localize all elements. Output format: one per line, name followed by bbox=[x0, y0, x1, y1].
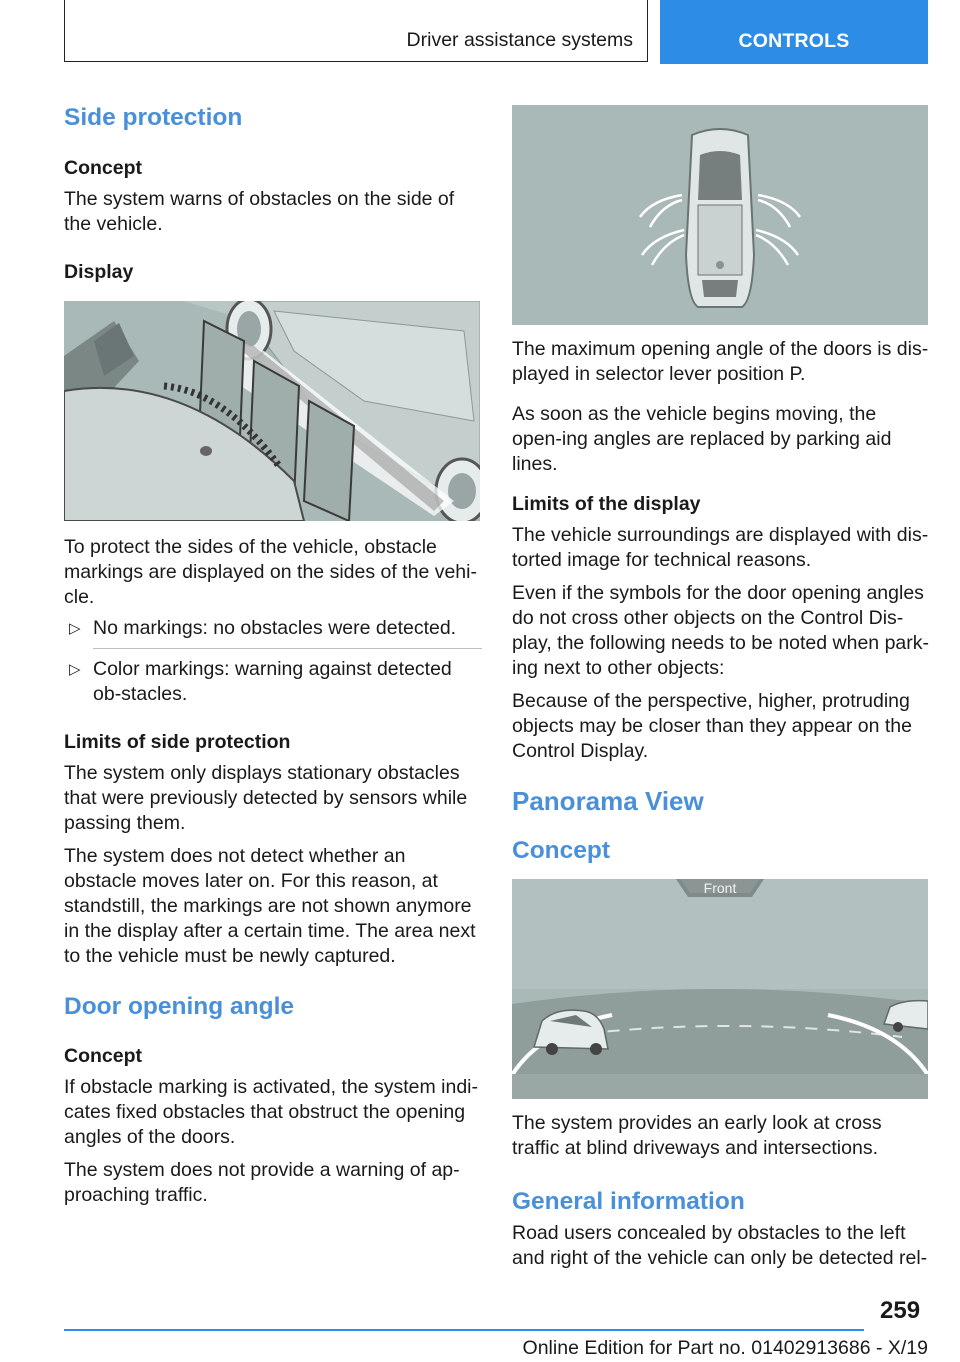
panorama-view-title: Panorama View bbox=[512, 786, 704, 816]
limits-display-text-3: Because of the perspective, higher, protruding objects may be closer than they appear on the Control Display. bbox=[512, 690, 912, 762]
concept-heading: Concept bbox=[64, 157, 142, 179]
edition-note: Online Edition for Part no. 01402913686 - X/19 bbox=[522, 1337, 928, 1359]
page-header bbox=[64, 0, 928, 64]
panorama-view-image bbox=[512, 879, 928, 1099]
triangle-bullet-icon: ▷ bbox=[69, 661, 81, 678]
general-information-heading: General information bbox=[512, 1188, 745, 1215]
right-column bbox=[512, 105, 930, 1271]
limits-text-1: The system only displays stationary obstacles that were previously detected by sensors while passing them. bbox=[64, 762, 468, 834]
limits-text-2: The system does not detect whether an obstacle moves later on. For this reason, at standstill, the markings are not shown anymore in the display after a certain time. The area next to the vehicle must be newly captured. bbox=[64, 845, 476, 967]
marking-list bbox=[64, 616, 482, 707]
page-number: 259 bbox=[880, 1297, 921, 1324]
header-chapter-tab: CONTROLS bbox=[660, 0, 928, 64]
door-angle-illustration bbox=[512, 105, 928, 325]
list-item bbox=[64, 616, 482, 649]
general-information-text: Road users concealed by obstacles to the left and right of the vehicle can only be detected rel- bbox=[512, 1222, 928, 1269]
door-opening-title: Door opening angle bbox=[64, 993, 295, 1020]
side-protection-image bbox=[64, 301, 480, 521]
display-heading: Display bbox=[64, 261, 134, 283]
list-divider bbox=[93, 648, 482, 649]
limits-display-heading: Limits of the display bbox=[512, 493, 701, 515]
list-item-text: No markings: no obstacles were detected. bbox=[93, 617, 457, 639]
side-protection-illustration bbox=[64, 301, 480, 521]
door-text-2: The system does not provide a warning of ap-proaching traffic. bbox=[64, 1159, 460, 1206]
side-protection-title: Side protection bbox=[64, 104, 243, 131]
footer-divider bbox=[64, 1329, 864, 1331]
triangle-bullet-icon: ▷ bbox=[69, 620, 81, 637]
limits-display-text-1: The vehicle surroundings are displayed with dis-torted image for technical reasons. bbox=[512, 524, 929, 571]
door-text-1: If obstacle marking is activated, the system indi-cates fixed obstacles that obstruct the opening angles of the doors. bbox=[64, 1076, 479, 1148]
limits-heading: Limits of side protection bbox=[64, 731, 291, 753]
panorama-text: The system provides an early look at cross traffic at blind driveways and intersections. bbox=[512, 1112, 882, 1159]
door-concept-heading: Concept bbox=[64, 1045, 142, 1067]
door-angle-image bbox=[512, 105, 928, 325]
panorama-concept-heading: Concept bbox=[512, 837, 610, 864]
panorama-illustration bbox=[512, 879, 928, 1099]
left-column bbox=[64, 100, 482, 1208]
list-item-text: Color markings: warning against detected ob-stacles. bbox=[93, 658, 452, 705]
door-angle-text-1: The maximum opening angle of the doors is dis-played in selector lever position P. bbox=[512, 338, 929, 385]
header-section-box bbox=[64, 0, 648, 62]
list-item bbox=[64, 657, 482, 707]
front-label: Front bbox=[703, 880, 737, 896]
display-text: To protect the sides of the vehicle, obstacle markings are displayed on the sides of the vehi-cle. bbox=[64, 536, 477, 608]
limits-display-text-2: Even if the symbols for the door opening angles do not cross other objects on the Control Dis-play, the following needs to be noted when park-ing next to other objects: bbox=[512, 582, 929, 679]
header-section-title: Driver assistance systems bbox=[406, 29, 633, 51]
concept-text: The system warns of obstacles on the side of the vehicle. bbox=[64, 188, 455, 235]
door-angle-text-2: As soon as the vehicle begins moving, the open-ing angles are replaced by parking aid lines. bbox=[512, 403, 892, 475]
